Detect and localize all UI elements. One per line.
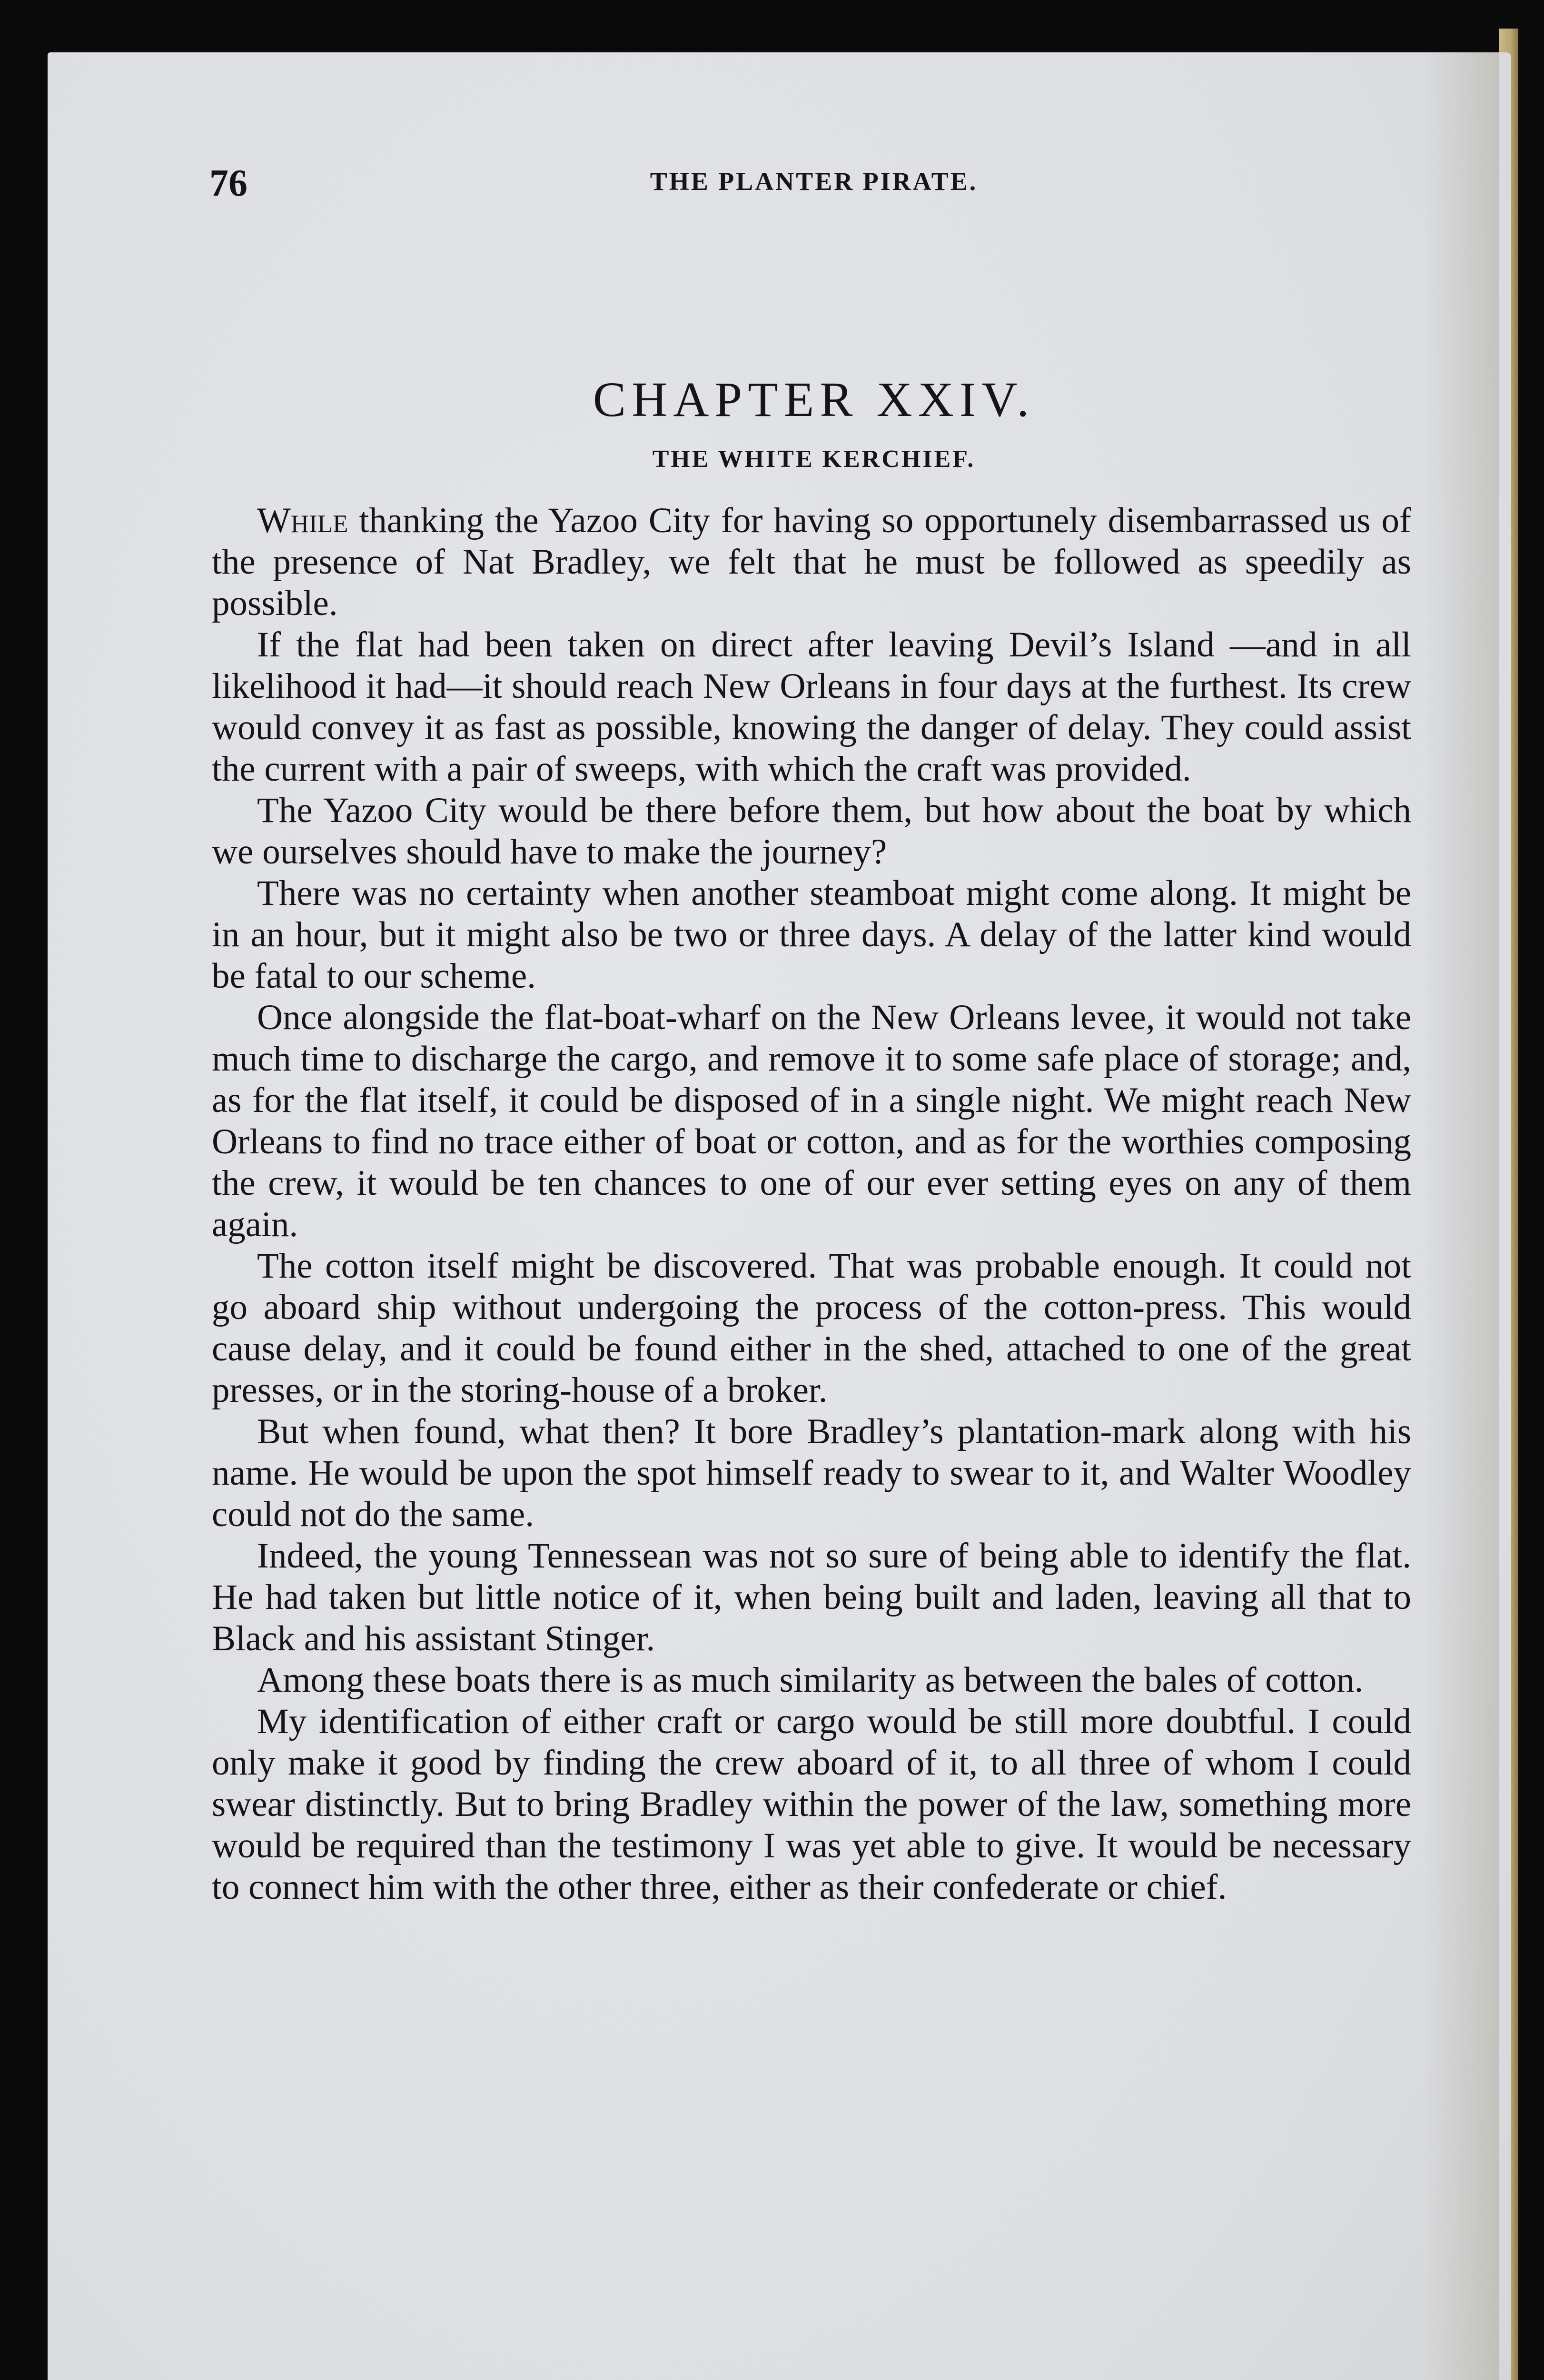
page-number: 76 <box>209 162 247 204</box>
paragraph: Indeed, the young Tennessean was not so sure of being able to identify the flat. He had taken but little notice of it, when being built and laden, leaving all that to Black and his assistant Stinger. <box>212 1536 1411 1658</box>
chapter-title: CHAPTER XXIV. <box>593 372 1035 427</box>
paragraph: But when found, what then? It bore Bradley’s plantation-mark along with his name. He would be upon the spot himself ready to swear to it, and Walter Woodley could not do the same. <box>212 1412 1411 1534</box>
paragraph: Once alongside the flat-boat-wharf on the New Orleans levee, it would not take much time to discharge the cargo, and remove it to some safe place of storage; and, as for the flat itself, it could be disposed of in a single night. We might reach New Orleans to find no trace either of boat or cotton, and as for the worthies composing the crew, it would be ten chances to one of our ever setting eyes on any of them again. <box>212 998 1411 1244</box>
paragraph: Among these boats there is as much similarity as between the bales of cotton. <box>257 1660 1364 1700</box>
chapter-subtitle: THE WHITE KERCHIEF. <box>652 446 976 473</box>
paragraph-lead-word: While <box>257 501 348 540</box>
paragraph: There was no certainty when another steamboat might come along. It might be in an hour, but it might also be two or three days. A delay of the latter kind would be fatal to our scheme. <box>212 873 1411 996</box>
paragraph: If the flat had been taken on direct after leaving Devil’s Island —and in all likelihood it had—it should reach New Orleans in four days at the furthest. Its crew would convey it as fast as possible, knowing the danger of delay. They could assist the current with a pair of sweeps, with which the craft was provided. <box>212 625 1411 789</box>
paragraph <box>212 500 1411 624</box>
paragraph: The Yazoo City would be there before them, but how about the boat by which we ourselves should have to make the journey? <box>212 791 1411 872</box>
page-header <box>209 162 1418 219</box>
paragraph: The cotton itself might be discovered. That was probable enough. It could not go aboard ship without undergoing the process of the cotton-press. This would cause delay, and it could be found either in the shed, attached to one of the great presses, or in the storing-house of a broker. <box>212 1246 1411 1410</box>
gutter-shadow <box>1423 52 1499 2380</box>
body-text <box>212 500 1411 1908</box>
paragraph-text: thanking the Yazoo City for having so opportunely disembarrassed us of the presence of Nat Bradley, we felt that he must be followed as speedily as possible. <box>212 501 1411 623</box>
running-title: THE PLANTER PIRATE. <box>650 167 978 196</box>
paragraph: My identification of either craft or cargo would be still more doubtful. I could only make it good by finding the crew aboard of it, to all three of whom I could swear distinctly. But to bring Bradley within the power of the law, something more would be required than the testimony I was yet able to give. It would be necessary to connect him with the other three, either as their confederate or chief. <box>212 1702 1411 1907</box>
